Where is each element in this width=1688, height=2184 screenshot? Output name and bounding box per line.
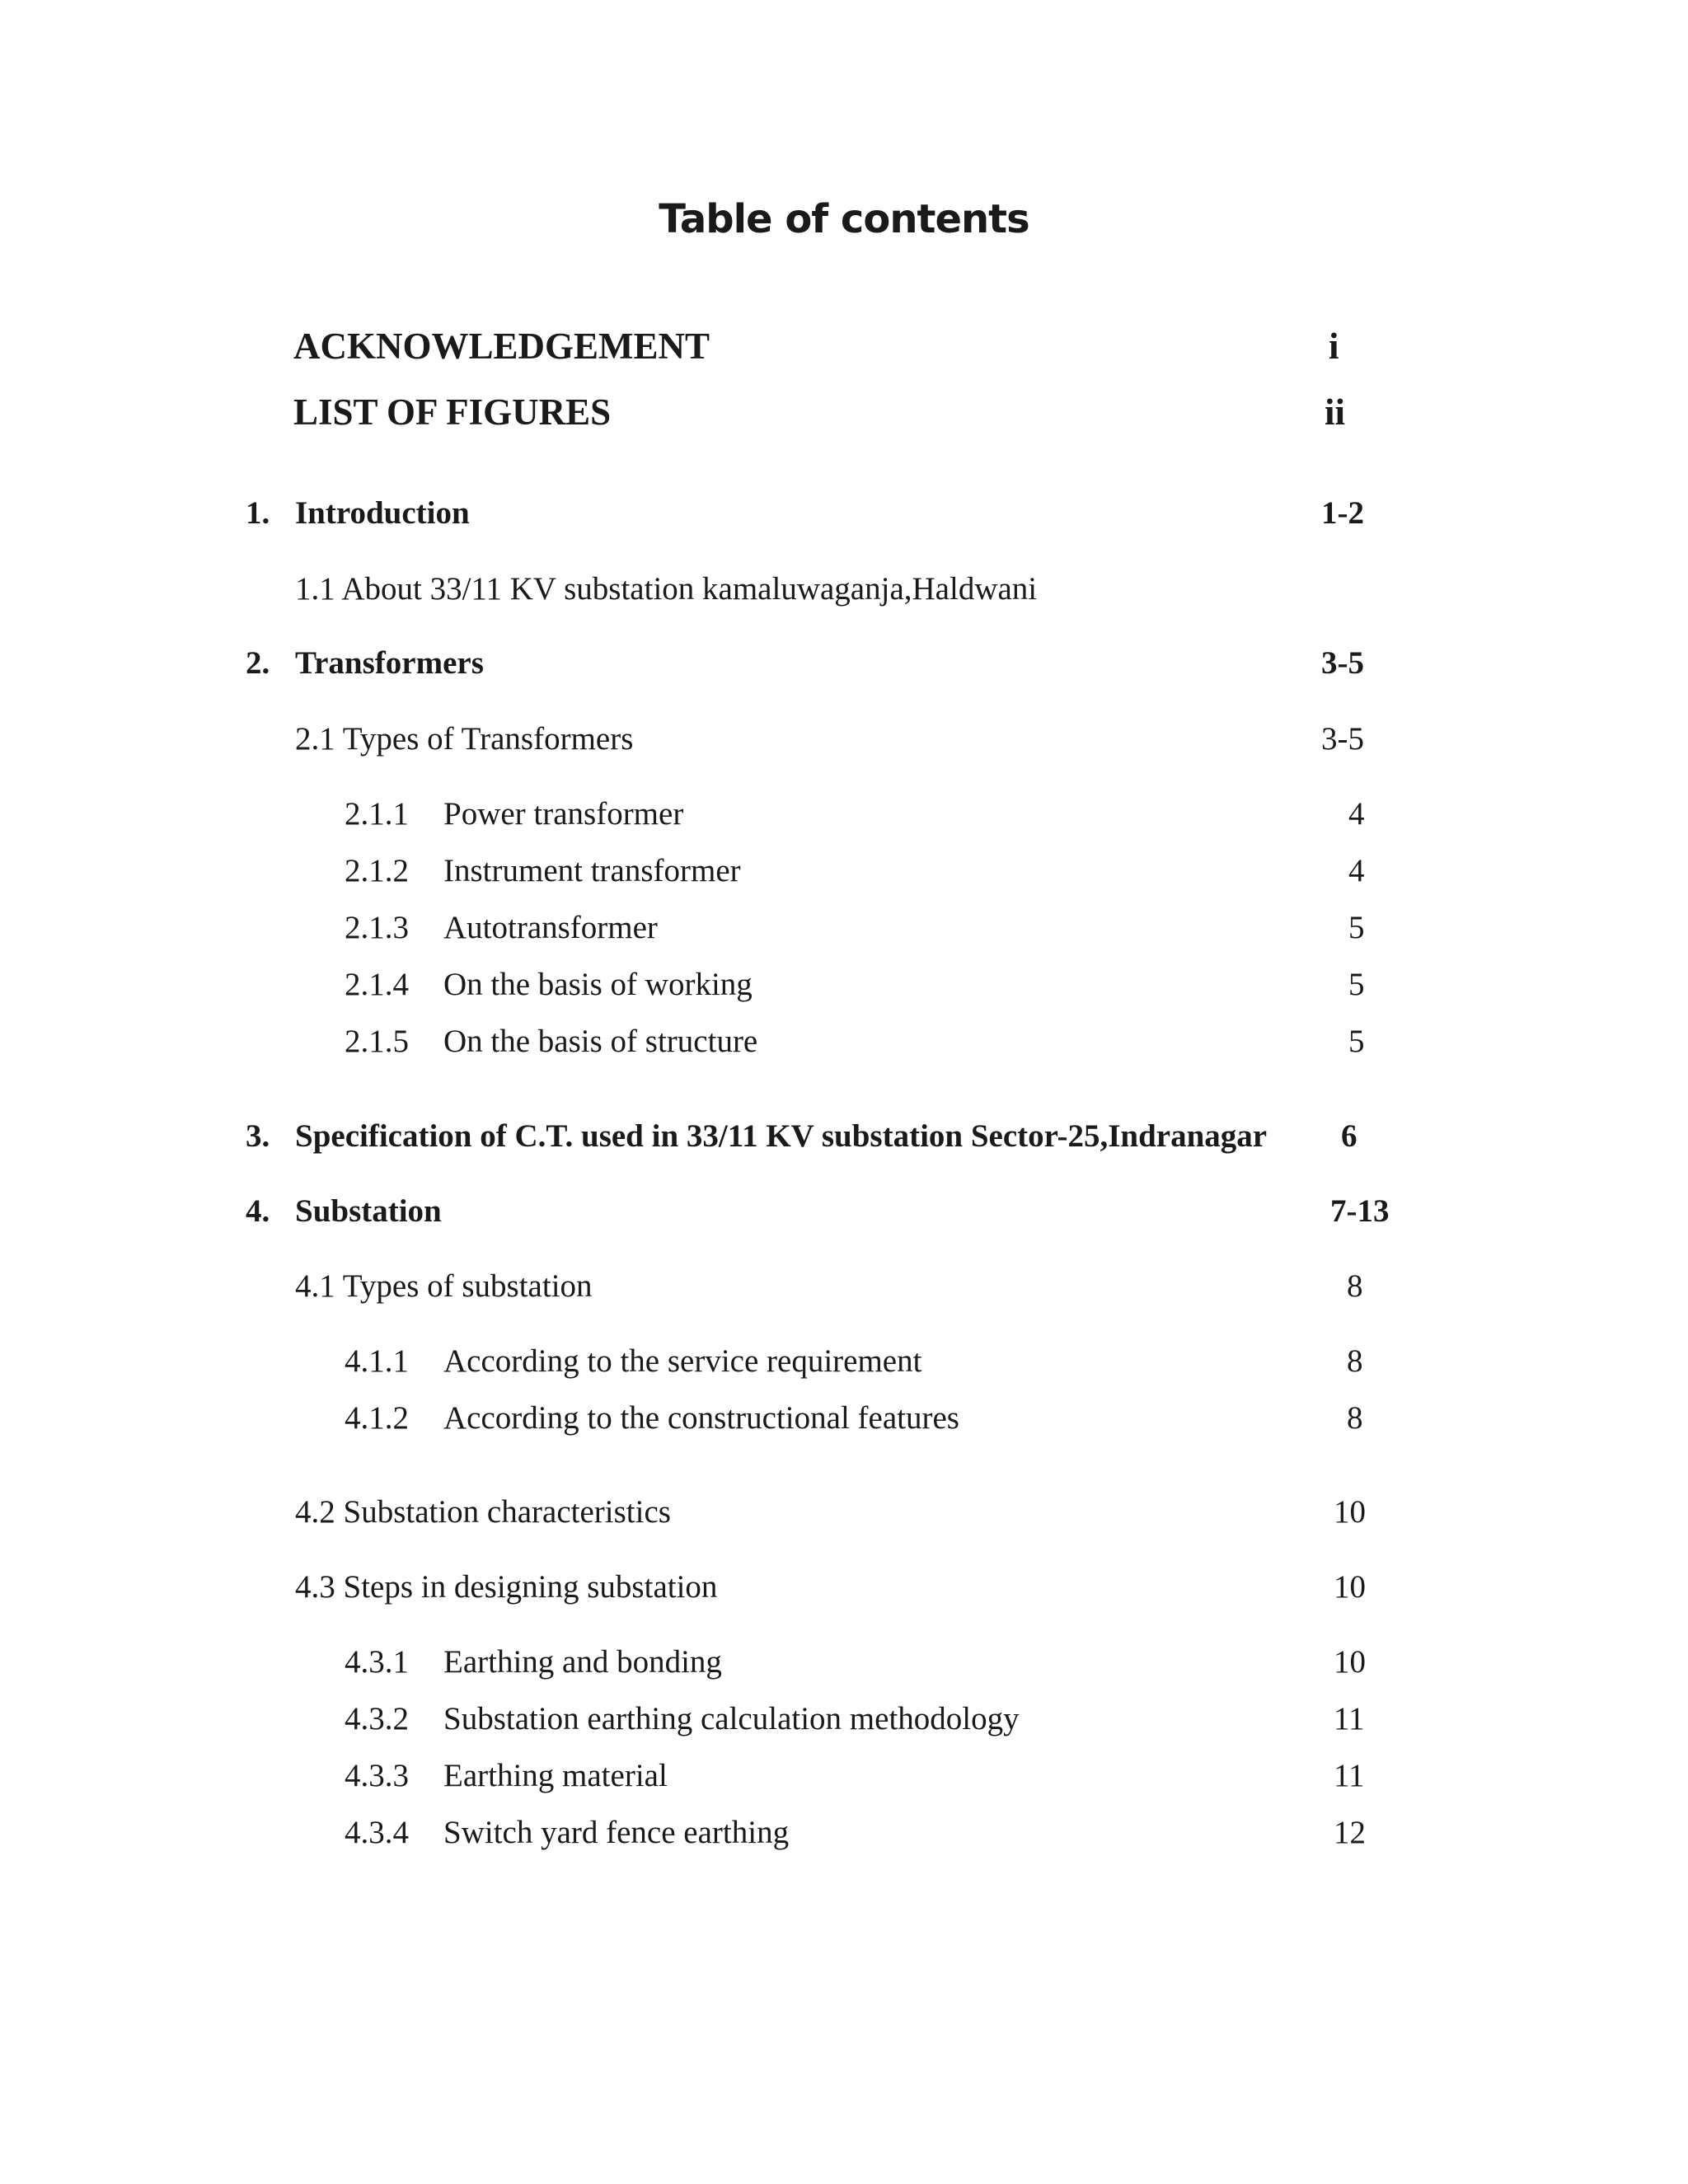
subsection-title: According to the constructional features bbox=[443, 1400, 959, 1436]
chapter-number: 3. bbox=[246, 1118, 270, 1154]
subsection-number: 4.3.2 bbox=[345, 1701, 409, 1736]
subsection-number: 2.1.1 bbox=[345, 796, 409, 832]
subsection-page: 4 bbox=[1348, 853, 1365, 888]
subsection-number: 2.1.3 bbox=[345, 910, 409, 945]
toc-chapter-2[interactable] bbox=[0, 644, 1688, 694]
subsection-page: 5 bbox=[1348, 910, 1365, 945]
toc-subsection-4-3-2[interactable] bbox=[0, 1700, 1688, 1750]
toc-subsection-2-1-3[interactable] bbox=[0, 909, 1688, 958]
toc-subsection-4-3-3[interactable] bbox=[0, 1757, 1688, 1807]
subsection-title: On the basis of working bbox=[443, 967, 753, 1002]
toc-subsection-2-1-5[interactable] bbox=[0, 1023, 1688, 1072]
toc-section-1-1[interactable] bbox=[0, 570, 1688, 620]
toc-entry-acknowledgement[interactable] bbox=[0, 325, 1688, 374]
subsection-page: 5 bbox=[1348, 967, 1365, 1002]
subsection-number: 2.1.4 bbox=[345, 967, 409, 1002]
toc-subsection-4-3-4[interactable] bbox=[0, 1814, 1688, 1863]
entry-page: ii bbox=[1325, 391, 1346, 433]
subsection-page: 11 bbox=[1334, 1758, 1365, 1793]
toc-section-4-1[interactable] bbox=[0, 1268, 1688, 1317]
section-title: 4.3 Steps in designing substation bbox=[295, 1569, 718, 1605]
section-pages: 8 bbox=[1347, 1268, 1363, 1304]
subsection-page: 5 bbox=[1348, 1024, 1365, 1059]
toc-chapter-4[interactable] bbox=[0, 1193, 1688, 1242]
entry-title: LIST OF FIGURES bbox=[293, 391, 612, 433]
subsection-page: 12 bbox=[1334, 1815, 1366, 1850]
toc-subsection-4-1-2[interactable] bbox=[0, 1399, 1688, 1449]
subsection-number: 4.3.3 bbox=[345, 1758, 409, 1793]
toc-chapter-3[interactable] bbox=[0, 1118, 1688, 1167]
toc-subsection-2-1-1[interactable] bbox=[0, 795, 1688, 845]
toc-subsection-2-1-2[interactable] bbox=[0, 852, 1688, 902]
toc-chapter-1[interactable] bbox=[0, 494, 1688, 544]
section-title: 4.1 Types of substation bbox=[295, 1268, 593, 1304]
chapter-title: Specification of C.T. used in 33/11 KV substation Sector-25,Indranagar bbox=[295, 1118, 1268, 1154]
subsection-number: 4.1.2 bbox=[345, 1400, 409, 1436]
toc-section-4-2[interactable] bbox=[0, 1493, 1688, 1543]
chapter-title: Transformers bbox=[295, 645, 484, 681]
subsection-number: 4.3.1 bbox=[345, 1644, 409, 1680]
section-title: 2.1 Types of Transformers bbox=[295, 721, 634, 757]
subsection-page: 10 bbox=[1334, 1644, 1366, 1680]
subsection-title: On the basis of structure bbox=[443, 1024, 758, 1059]
chapter-title: Introduction bbox=[295, 495, 470, 531]
subsection-title: Earthing and bonding bbox=[443, 1644, 722, 1680]
section-pages: 10 bbox=[1334, 1569, 1366, 1605]
chapter-number: 4. bbox=[246, 1193, 270, 1229]
section-title: 1.1 About 33/11 KV substation kamaluwaganja,Haldwani bbox=[295, 571, 1038, 607]
entry-title: ACKNOWLEDGEMENT bbox=[293, 326, 710, 367]
entry-page: i bbox=[1329, 326, 1339, 367]
toc-subsection-2-1-4[interactable] bbox=[0, 966, 1688, 1015]
subsection-number: 2.1.5 bbox=[345, 1024, 409, 1059]
toc-subsection-4-3-1[interactable] bbox=[0, 1643, 1688, 1693]
subsection-title: Autotransformer bbox=[443, 910, 658, 945]
toc-subsection-4-1-1[interactable] bbox=[0, 1343, 1688, 1392]
page-title: Table of contents bbox=[659, 196, 1029, 242]
toc-entry-list-of-figures[interactable] bbox=[0, 391, 1688, 440]
chapter-pages: 1-2 bbox=[1321, 495, 1364, 531]
subsection-number: 4.1.1 bbox=[345, 1343, 409, 1379]
chapter-title: Substation bbox=[295, 1193, 442, 1229]
toc-section-4-3[interactable] bbox=[0, 1568, 1688, 1618]
subsection-page: 4 bbox=[1348, 796, 1365, 832]
chapter-number: 1. bbox=[246, 495, 270, 531]
subsection-title: Instrument transformer bbox=[443, 853, 741, 888]
subsection-title: Substation earthing calculation methodology bbox=[443, 1701, 1020, 1736]
chapter-number: 2. bbox=[246, 645, 270, 681]
section-title: 4.2 Substation characteristics bbox=[295, 1494, 671, 1530]
toc-section-2-1[interactable] bbox=[0, 720, 1688, 770]
subsection-page: 8 bbox=[1347, 1343, 1363, 1379]
subsection-title: Switch yard fence earthing bbox=[443, 1815, 790, 1850]
chapter-pages: 3-5 bbox=[1321, 645, 1364, 681]
chapter-pages: 6 bbox=[1341, 1118, 1357, 1154]
subsection-title: Earthing material bbox=[443, 1758, 668, 1793]
section-pages: 10 bbox=[1334, 1494, 1366, 1530]
subsection-number: 4.3.4 bbox=[345, 1815, 409, 1850]
subsection-number: 2.1.2 bbox=[345, 853, 409, 888]
chapter-pages: 7-13 bbox=[1330, 1193, 1390, 1229]
subsection-page: 11 bbox=[1334, 1701, 1365, 1736]
section-pages: 3-5 bbox=[1321, 721, 1364, 757]
subsection-title: Power transformer bbox=[443, 796, 684, 832]
subsection-page: 8 bbox=[1347, 1400, 1363, 1436]
subsection-title: According to the service requirement bbox=[443, 1343, 922, 1379]
